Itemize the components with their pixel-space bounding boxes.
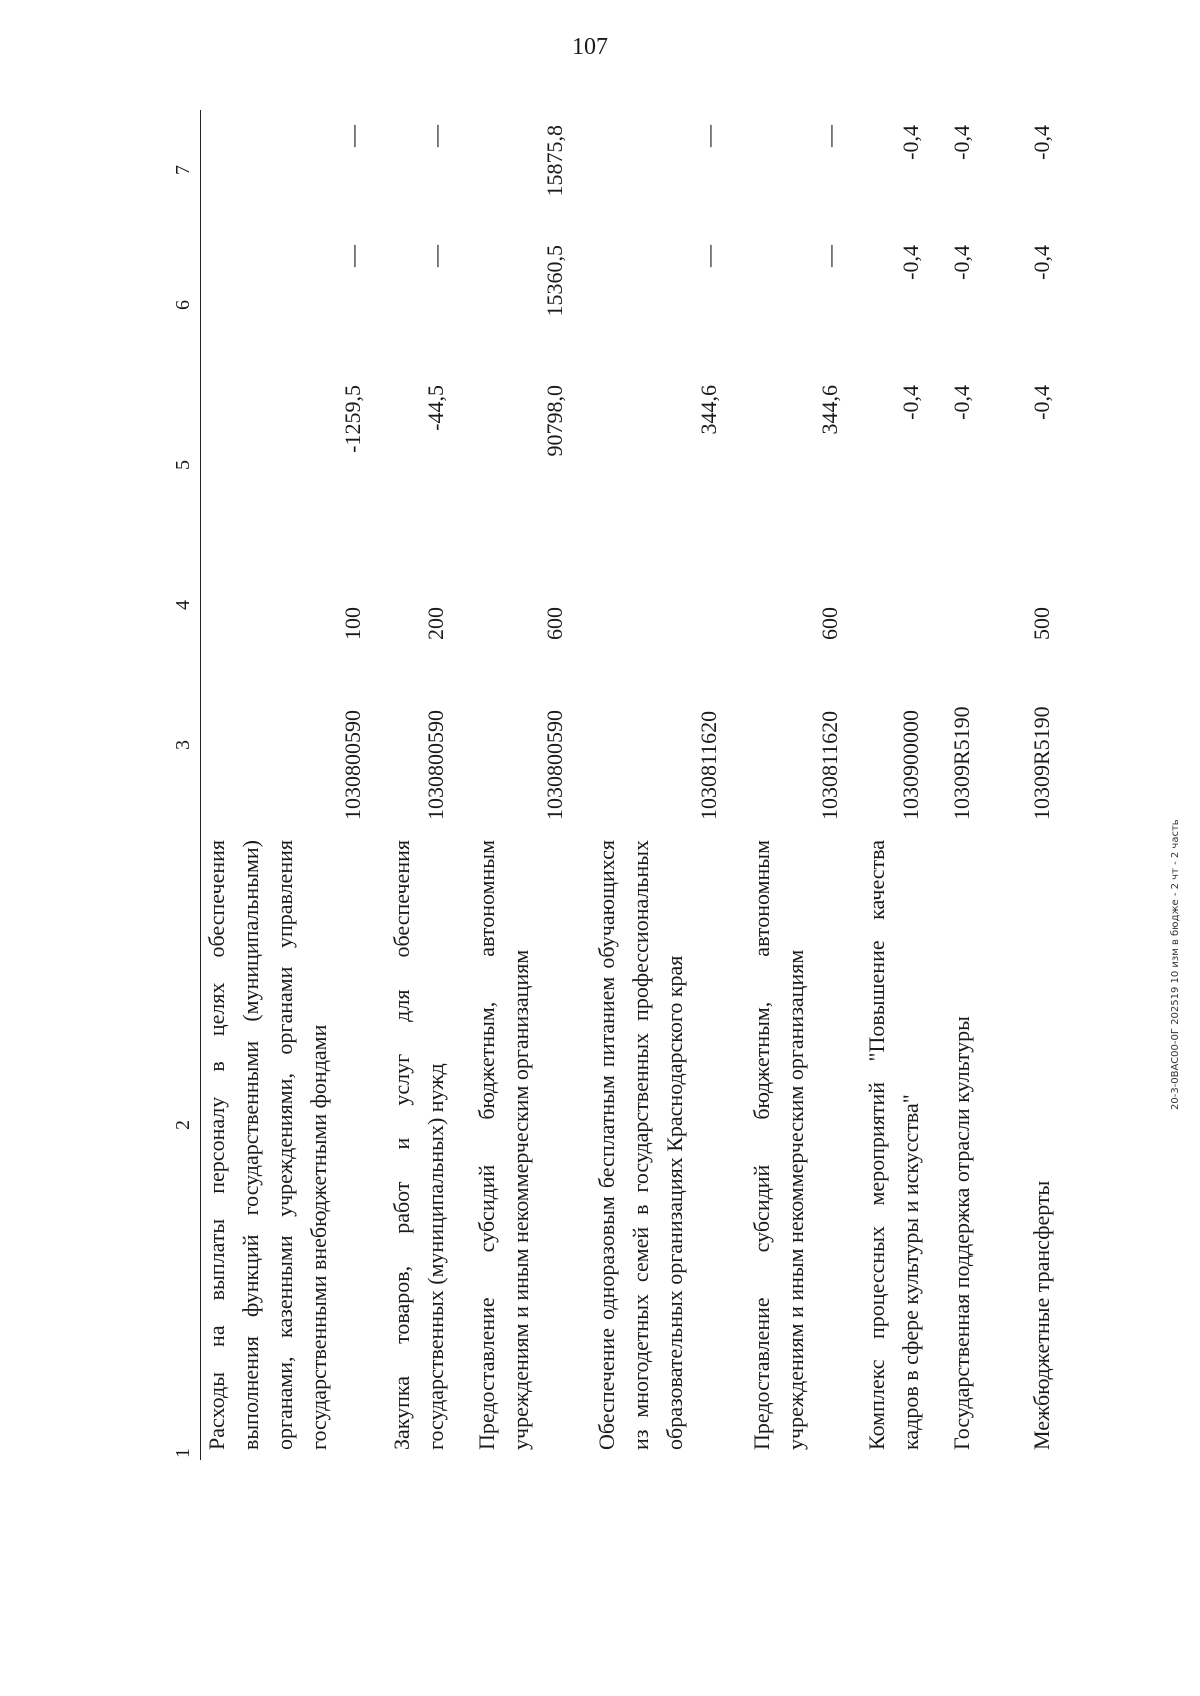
row-value-6: — bbox=[340, 245, 365, 267]
row-value-6: -0,4 bbox=[1029, 245, 1054, 280]
row-value-7: -0,4 bbox=[898, 125, 923, 160]
header-col-6: 6 bbox=[172, 300, 194, 310]
row-code: 10309R5190 bbox=[1029, 706, 1054, 820]
row-value-6: 15360,5 bbox=[542, 245, 567, 317]
row-code: 10309R5190 bbox=[949, 706, 974, 820]
row-value-5: 344,6 bbox=[817, 385, 842, 435]
row-value-7: — bbox=[423, 125, 448, 147]
row-value-6: — bbox=[696, 245, 721, 267]
row-code: 1030811620 bbox=[696, 710, 721, 820]
row-expense-type: 600 bbox=[817, 607, 842, 640]
row-description: Предоставление субсидий бюджетным, автономным учреждениям и иным некоммерческим организациям bbox=[749, 840, 808, 1450]
row-value-5: -44,5 bbox=[423, 385, 448, 431]
header-col-2: 2 bbox=[172, 1120, 194, 1130]
row-value-5: -1259,5 bbox=[340, 385, 365, 453]
row-description: Комплекс процессных мероприятий "Повышение качества кадров в сфере культуры и искусства" bbox=[864, 840, 923, 1450]
row-description: Обеспечение одноразовым бесплатным питанием обучающихся из многодетных семей в государственных профессиональных образовательных организациях Краснодарского края bbox=[594, 840, 687, 1450]
header-col-4: 4 bbox=[172, 600, 194, 610]
row-value-6: — bbox=[423, 245, 448, 267]
page-number: 107 bbox=[572, 34, 608, 60]
row-value-5: -0,4 bbox=[898, 385, 923, 420]
row-code: 1030800590 bbox=[340, 710, 365, 820]
header-col-1: 1 bbox=[172, 1448, 194, 1458]
row-value-7: — bbox=[340, 125, 365, 147]
row-expense-type: 500 bbox=[1029, 607, 1054, 640]
row-code: 1030800590 bbox=[423, 710, 448, 820]
row-value-7: — bbox=[817, 125, 842, 147]
header-col-7: 7 bbox=[172, 165, 194, 175]
header-col-5: 5 bbox=[172, 460, 194, 470]
row-description: Расходы на выплаты персоналу в целях обеспечения выполнения функций государственными (муниципальными) органами, казенными учреждениями, органами управления государственными внебюджетными фондами bbox=[204, 840, 331, 1450]
document-footer-code: 20-3-0BAC00-0Г 202519 10 изм в бюдже - 2 чт - 2 часть bbox=[1170, 819, 1181, 1110]
row-code: 1030900000 bbox=[898, 710, 923, 820]
row-value-7: -0,4 bbox=[949, 125, 974, 160]
row-description: Государственная поддержка отрасли культуры bbox=[949, 1016, 974, 1450]
row-value-6: -0,4 bbox=[949, 245, 974, 280]
row-description: Предоставление субсидий бюджетным, автономным учреждениям и иным некоммерческим организациям bbox=[474, 840, 533, 1450]
row-expense-type: 100 bbox=[340, 607, 365, 640]
row-value-7: 15875,8 bbox=[542, 125, 567, 197]
row-description: Межбюджетные трансферты bbox=[1029, 1180, 1054, 1450]
row-value-5: -0,4 bbox=[1029, 385, 1054, 420]
row-value-5: 344,6 bbox=[696, 385, 721, 435]
row-expense-type: 200 bbox=[423, 607, 448, 640]
row-value-5: -0,4 bbox=[949, 385, 974, 420]
row-value-6: — bbox=[817, 245, 842, 267]
row-value-7: — bbox=[696, 125, 721, 147]
header-col-3: 3 bbox=[172, 740, 194, 750]
row-value-6: -0,4 bbox=[898, 245, 923, 280]
row-code: 1030811620 bbox=[817, 710, 842, 820]
row-expense-type: 600 bbox=[542, 607, 567, 640]
row-description: Закупка товаров, работ и услуг для обеспечения государственных (муниципальных) нужд bbox=[389, 840, 448, 1450]
budget-table bbox=[170, 110, 1170, 1460]
row-code: 1030800590 bbox=[542, 710, 567, 820]
row-value-5: 90798,0 bbox=[542, 385, 567, 457]
row-value-7: -0,4 bbox=[1029, 125, 1054, 160]
